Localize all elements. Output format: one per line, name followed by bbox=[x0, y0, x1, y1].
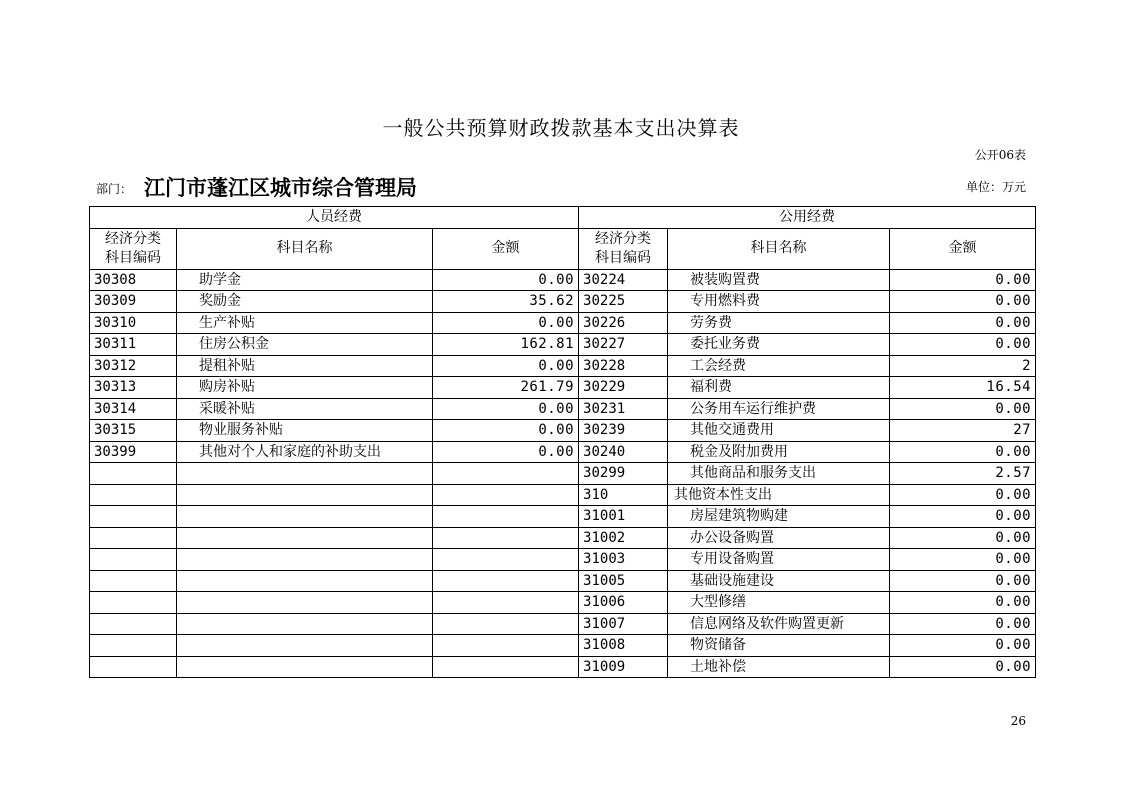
personnel-amount-cell: 0.00 bbox=[433, 420, 579, 442]
public-name-cell: 办公设备购置 bbox=[668, 527, 890, 549]
personnel-amount-cell bbox=[433, 635, 579, 657]
department-label: 部门： bbox=[96, 182, 133, 196]
personnel-amount-cell: 35.62 bbox=[433, 291, 579, 313]
public-name-cell: 物资储备 bbox=[668, 635, 890, 657]
personnel-name-cell bbox=[177, 592, 433, 614]
personnel-amount-cell bbox=[433, 656, 579, 678]
table-row bbox=[90, 613, 1036, 635]
public-code-cell: 31003 bbox=[579, 549, 668, 571]
personnel-name-cell: 采暖补贴 bbox=[177, 398, 433, 420]
public-code-cell: 31006 bbox=[579, 592, 668, 614]
public-code-cell: 30231 bbox=[579, 398, 668, 420]
personnel-name-cell: 物业服务补贴 bbox=[177, 420, 433, 442]
personnel-name-cell bbox=[177, 613, 433, 635]
personnel-code-cell bbox=[90, 506, 177, 528]
table-row bbox=[90, 355, 1036, 377]
personnel-amount-cell bbox=[433, 613, 579, 635]
table-row bbox=[90, 420, 1036, 442]
table-row bbox=[90, 398, 1036, 420]
table-row bbox=[90, 312, 1036, 334]
personnel-code-cell: 30310 bbox=[90, 312, 177, 334]
personnel-code-cell: 30308 bbox=[90, 269, 177, 291]
public-name-cell: 被装购置费 bbox=[668, 269, 890, 291]
public-name-cell: 税金及附加费用 bbox=[668, 441, 890, 463]
personnel-code-cell bbox=[90, 613, 177, 635]
public-amount-cell: 0.00 bbox=[890, 269, 1036, 291]
public-code-cell: 31005 bbox=[579, 570, 668, 592]
personnel-code-cell bbox=[90, 484, 177, 506]
public-code-cell: 30226 bbox=[579, 312, 668, 334]
public-name-cell: 专用燃料费 bbox=[668, 291, 890, 313]
public-name-cell: 基础设施建设 bbox=[668, 570, 890, 592]
public-amount-cell: 0.00 bbox=[890, 613, 1036, 635]
table-row bbox=[90, 334, 1036, 356]
personnel-code-header bbox=[90, 228, 177, 269]
personnel-amount-cell bbox=[433, 592, 579, 614]
personnel-amount-cell: 261.79 bbox=[433, 377, 579, 399]
public-amount-cell: 0.00 bbox=[890, 334, 1036, 356]
public-amount-cell: 0.00 bbox=[890, 570, 1036, 592]
public-name-cell: 其他商品和服务支出 bbox=[668, 463, 890, 485]
public-code-cell: 31008 bbox=[579, 635, 668, 657]
public-name-cell: 其他交通费用 bbox=[668, 420, 890, 442]
personnel-name-cell bbox=[177, 656, 433, 678]
personnel-code-cell bbox=[90, 463, 177, 485]
personnel-code-cell bbox=[90, 592, 177, 614]
personnel-code-cell: 30309 bbox=[90, 291, 177, 313]
personnel-amount-cell bbox=[433, 463, 579, 485]
public-amount-cell: 0.00 bbox=[890, 291, 1036, 313]
personnel-subject-header: 科目名称 bbox=[177, 228, 433, 269]
table-row bbox=[90, 592, 1036, 614]
public-code-cell: 31009 bbox=[579, 656, 668, 678]
public-name-cell: 公务用车运行维护费 bbox=[668, 398, 890, 420]
personnel-code-cell bbox=[90, 549, 177, 571]
public-code-cell: 30239 bbox=[579, 420, 668, 442]
public-amount-cell: 0.00 bbox=[890, 635, 1036, 657]
public-amount-cell: 2.57 bbox=[890, 463, 1036, 485]
public-name-cell: 土地补偿 bbox=[668, 656, 890, 678]
public-amount-cell: 0.00 bbox=[890, 656, 1036, 678]
public-name-cell: 劳务费 bbox=[668, 312, 890, 334]
personnel-code-cell: 30315 bbox=[90, 420, 177, 442]
public-name-cell: 专用设备购置 bbox=[668, 549, 890, 571]
personnel-amount-cell: 0.00 bbox=[433, 269, 579, 291]
personnel-amount-cell: 0.00 bbox=[433, 312, 579, 334]
table-row bbox=[90, 527, 1036, 549]
expenditure-table bbox=[89, 206, 1036, 678]
table-row bbox=[90, 635, 1036, 657]
personnel-code-cell bbox=[90, 635, 177, 657]
public-amount-cell: 0.00 bbox=[890, 441, 1036, 463]
code-header-line2: 科目编码 bbox=[595, 249, 652, 266]
public-name-cell: 工会经费 bbox=[668, 355, 890, 377]
page-title: 一般公共预算财政拨款基本支出决算表 bbox=[382, 116, 740, 140]
public-amount-cell: 0.00 bbox=[890, 506, 1036, 528]
personnel-name-cell: 其他对个人和家庭的补助支出 bbox=[177, 441, 433, 463]
department-name: 江门市蓬江区城市综合管理局 bbox=[144, 176, 417, 200]
table-row bbox=[90, 269, 1036, 291]
public-name-cell: 大型修缮 bbox=[668, 592, 890, 614]
table-row bbox=[90, 441, 1036, 463]
personnel-name-cell bbox=[177, 549, 433, 571]
personnel-code-cell: 30399 bbox=[90, 441, 177, 463]
public-code-cell: 30225 bbox=[579, 291, 668, 313]
public-amount-header: 金额 bbox=[890, 228, 1036, 269]
page-number: 26 bbox=[1010, 714, 1026, 728]
personnel-amount-cell: 0.00 bbox=[433, 398, 579, 420]
public-amount-cell: 0.00 bbox=[890, 549, 1036, 571]
personnel-name-cell: 奖励金 bbox=[177, 291, 433, 313]
personnel-name-cell bbox=[177, 463, 433, 485]
public-code-cell: 30228 bbox=[579, 355, 668, 377]
table-row bbox=[90, 463, 1036, 485]
personnel-name-cell: 助学金 bbox=[177, 269, 433, 291]
personnel-name-cell: 购房补贴 bbox=[177, 377, 433, 399]
public-code-cell: 30299 bbox=[579, 463, 668, 485]
public-code-header bbox=[579, 228, 668, 269]
personnel-name-cell bbox=[177, 635, 433, 657]
personnel-amount-cell bbox=[433, 506, 579, 528]
public-name-cell: 其他资本性支出 bbox=[668, 484, 890, 506]
table-row bbox=[90, 506, 1036, 528]
public-amount-cell: 16.54 bbox=[890, 377, 1036, 399]
public-amount-cell: 0.00 bbox=[890, 592, 1036, 614]
public-name-cell: 信息网络及软件购置更新 bbox=[668, 613, 890, 635]
personnel-amount-cell bbox=[433, 484, 579, 506]
personnel-code-cell bbox=[90, 656, 177, 678]
personnel-amount-header: 金额 bbox=[433, 228, 579, 269]
code-header-line2: 科目编码 bbox=[105, 249, 161, 266]
public-name-cell: 房屋建筑物购建 bbox=[668, 506, 890, 528]
public-name-cell: 委托业务费 bbox=[668, 334, 890, 356]
personnel-amount-cell: 162.81 bbox=[433, 334, 579, 356]
personnel-amount-cell bbox=[433, 527, 579, 549]
public-amount-cell: 0.00 bbox=[890, 527, 1036, 549]
table-row bbox=[90, 291, 1036, 313]
code-header-line1: 经济分类 bbox=[595, 230, 652, 247]
public-code-cell: 310 bbox=[579, 484, 668, 506]
personnel-amount-cell: 0.00 bbox=[433, 441, 579, 463]
public-amount-cell: 2 bbox=[890, 355, 1036, 377]
public-amount-cell: 0.00 bbox=[890, 484, 1036, 506]
public-header: 公用经费 bbox=[579, 207, 1036, 229]
personnel-code-cell bbox=[90, 527, 177, 549]
personnel-name-cell bbox=[177, 527, 433, 549]
public-amount-cell: 0.00 bbox=[890, 398, 1036, 420]
public-code-cell: 31001 bbox=[579, 506, 668, 528]
table-row bbox=[90, 377, 1036, 399]
personnel-code-cell: 30314 bbox=[90, 398, 177, 420]
personnel-name-cell bbox=[177, 570, 433, 592]
public-name-cell: 福利费 bbox=[668, 377, 890, 399]
personnel-code-cell bbox=[90, 570, 177, 592]
public-code-cell: 30240 bbox=[579, 441, 668, 463]
public-subject-header: 科目名称 bbox=[668, 228, 890, 269]
public-amount-cell: 27 bbox=[890, 420, 1036, 442]
unit-label: 单位：万元 bbox=[965, 180, 1026, 194]
public-code-cell: 30224 bbox=[579, 269, 668, 291]
personnel-amount-cell bbox=[433, 549, 579, 571]
table-row bbox=[90, 549, 1036, 571]
personnel-name-cell bbox=[177, 506, 433, 528]
personnel-code-cell: 30313 bbox=[90, 377, 177, 399]
personnel-code-cell: 30311 bbox=[90, 334, 177, 356]
personnel-name-cell: 提租补贴 bbox=[177, 355, 433, 377]
personnel-name-cell: 住房公积金 bbox=[177, 334, 433, 356]
table-row bbox=[90, 484, 1036, 506]
personnel-amount-cell bbox=[433, 570, 579, 592]
table-row bbox=[90, 656, 1036, 678]
personnel-header: 人员经费 bbox=[90, 207, 579, 229]
code-header-line1: 经济分类 bbox=[105, 230, 161, 247]
public-code-cell: 31002 bbox=[579, 527, 668, 549]
public-code-cell: 31007 bbox=[579, 613, 668, 635]
public-code-cell: 30227 bbox=[579, 334, 668, 356]
public-code-cell: 30229 bbox=[579, 377, 668, 399]
form-code: 公开06表 bbox=[974, 148, 1026, 162]
personnel-name-cell: 生产补贴 bbox=[177, 312, 433, 334]
personnel-name-cell bbox=[177, 484, 433, 506]
personnel-amount-cell: 0.00 bbox=[433, 355, 579, 377]
table-row bbox=[90, 570, 1036, 592]
public-amount-cell: 0.00 bbox=[890, 312, 1036, 334]
personnel-code-cell: 30312 bbox=[90, 355, 177, 377]
